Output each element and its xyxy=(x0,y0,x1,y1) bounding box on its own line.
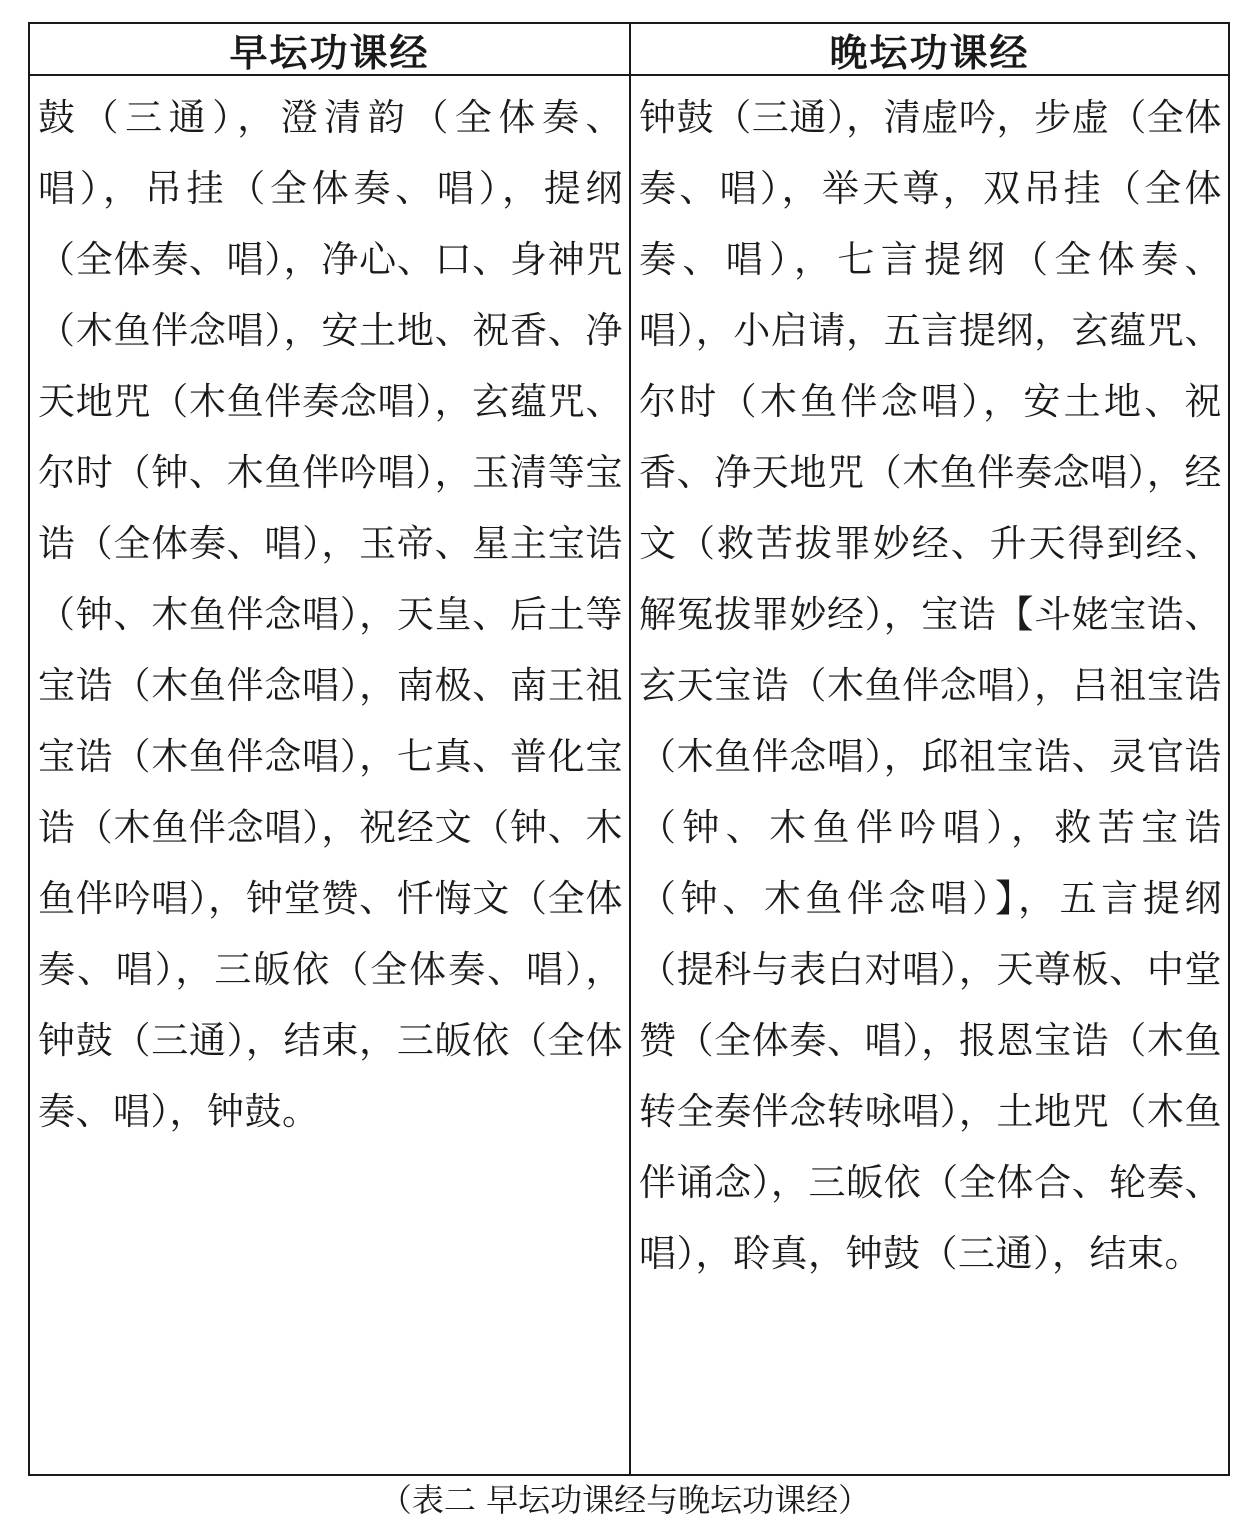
table-caption: （表二 早坛功课经与晚坛功课经） xyxy=(379,1481,871,1519)
cell-evening-liturgy: 钟鼓（三通），清虚吟，步虚（全体奏、唱），举天尊，双吊挂（全体奏、唱），七言提纲（全体奏、唱），小启请，五言提纲，玄蕴咒、尔时（木鱼伴念唱），安土地、祝香、净天地咒（木鱼伴奏念唱），经文（救苦拔罪妙经、升天得到经、解冤拔罪妙经），宝诰【斗姥宝诰、玄天宝诰（木鱼伴念唱），吕祖宝诰（木鱼伴念唱），邱祖宝诰、灵官诰（钟、木鱼伴吟唱），救苦宝诰（钟、木鱼伴念唱）】，五言提纲（提科与表白对唱），天尊板、中堂赞（全体奏、唱），报恩宝诰（木鱼转全奏伴念转咏唱），土地咒（木鱼伴诵念），三皈依（全体合、轮奏、唱），聆真，钟鼓（三通），结束。 xyxy=(639,96,1222,1275)
cell-morning-liturgy: 鼓（三通），澄清韵（全体奏、唱），吊挂（全体奏、唱），提纲（全体奏、唱），净心、口、身神咒（木鱼伴念唱），安土地、祝香、净天地咒（木鱼伴奏念唱），玄蕴咒、尔时（钟、木鱼伴吟唱），玉清等宝诰（全体奏、唱），玉帝、星主宝诰（钟、木鱼伴念唱），天皇、后土等宝诰（木鱼伴念唱），南极、南王祖宝诰（木鱼伴念唱），七真、普化宝诰（木鱼伴念唱），祝经文（钟、木鱼伴吟唱），钟堂赞、忏悔文（全体奏、唱），三皈依（全体奏、唱），钟鼓（三通），结束，三皈依（全体奏、唱），钟鼓。 xyxy=(30,76,631,1474)
table-body-row xyxy=(30,76,1228,1474)
liturgy-table xyxy=(28,22,1230,1476)
header-morning-liturgy: 早坛功课经 xyxy=(30,24,631,74)
table-header-row xyxy=(30,24,1228,76)
header-evening-liturgy: 晚坛功课经 xyxy=(829,30,1030,75)
